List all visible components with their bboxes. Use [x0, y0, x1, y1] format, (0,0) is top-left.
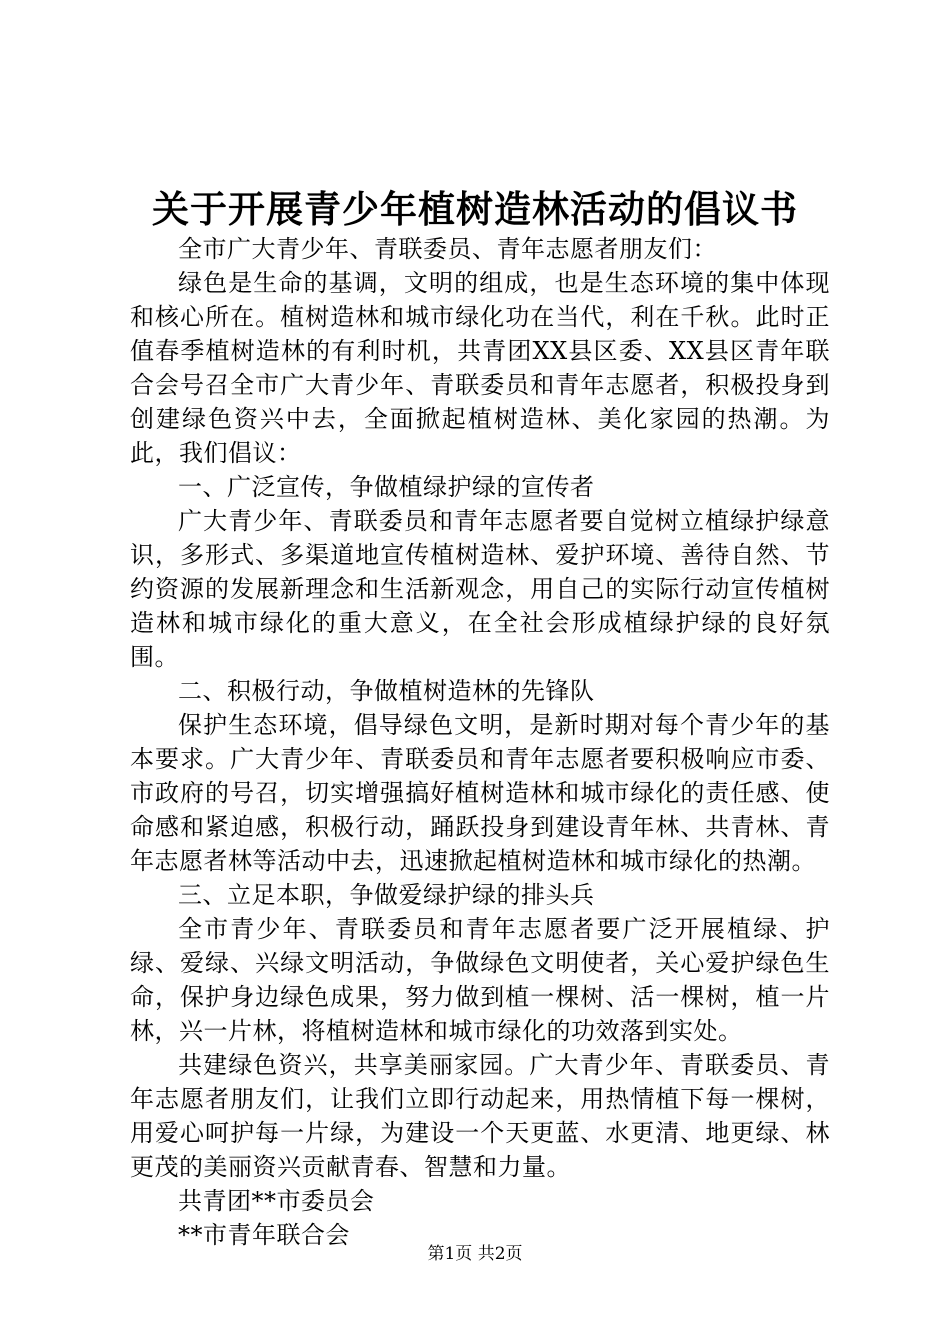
- paragraph: 广大青少年、青联委员和青年志愿者要自觉树立植绿护绿意识，多形式、多渠道地宣传植树造林、爱护环境、善待自然、节约资源的发展新理念和生活新观念，用自己的实际行动宣传植树造林和城市绿化的重大意义，在全社会形成植绿护绿的良好氛围。: [130, 507, 830, 671]
- paragraph: 共建绿色资兴，共享美丽家园。广大青少年、青联委员、青年志愿者朋友们，让我们立即行动起来，用热情植下每一棵树，用爱心呵护每一片绿，为建设一个天更蓝、水更清、地更绿、林更茂的美丽资兴贡献青春、智慧和力量。: [130, 1051, 830, 1181]
- document-body: [130, 232, 830, 1252]
- section-heading: 二、积极行动，争做植树造林的先锋队: [178, 677, 595, 705]
- page-footer: 第1页 共2页: [427, 1244, 523, 1264]
- paragraph: 绿色是生命的基调，文明的组成，也是生态环境的集中体现和核心所在。植树造林和城市绿化功在当代，利在千秋。此时正值春季植树造林的有利时机，共青团XX县区委、XX县区青年联合会号召全市广大青少年、青联委员和青年志愿者，积极投身到创建绿色资兴中去，全面掀起植树造林、美化家园的热潮。为此，我们倡议：: [130, 269, 830, 467]
- section-heading: 三、立足本职，争做爱绿护绿的排头兵: [178, 881, 595, 909]
- signature-line: 共青团**市委员会: [178, 1187, 375, 1215]
- paragraph: 保护生态环境，倡导绿色文明，是新时期对每个青少年的基本要求。广大青少年、青联委员和青年志愿者要积极响应市委、市政府的号召，切实增强搞好植树造林和城市绿化的责任感、使命感和紧迫感，积极行动，踊跃投身到建设青年林、共青林、青年志愿者林等活动中去，迅速掀起植树造林和城市绿化的热潮。: [130, 711, 830, 875]
- document-title: 关于开展青少年植树造林活动的倡议书: [152, 187, 798, 231]
- section-heading: 一、广泛宣传，争做植绿护绿的宣传者: [178, 473, 595, 501]
- salutation: 全市广大青少年、青联委员、青年志愿者朋友们：: [178, 235, 717, 263]
- paragraph: 全市青少年、青联委员和青年志愿者要广泛开展植绿、护绿、爱绿、兴绿文明活动，争做绿色文明使者，关心爱护绿色生命，保护身边绿色成果，努力做到植一棵树、活一棵树，植一片林，兴一片林，将植树造林和城市绿化的功效落到实处。: [130, 915, 830, 1045]
- signature-line: **市青年联合会: [178, 1221, 350, 1249]
